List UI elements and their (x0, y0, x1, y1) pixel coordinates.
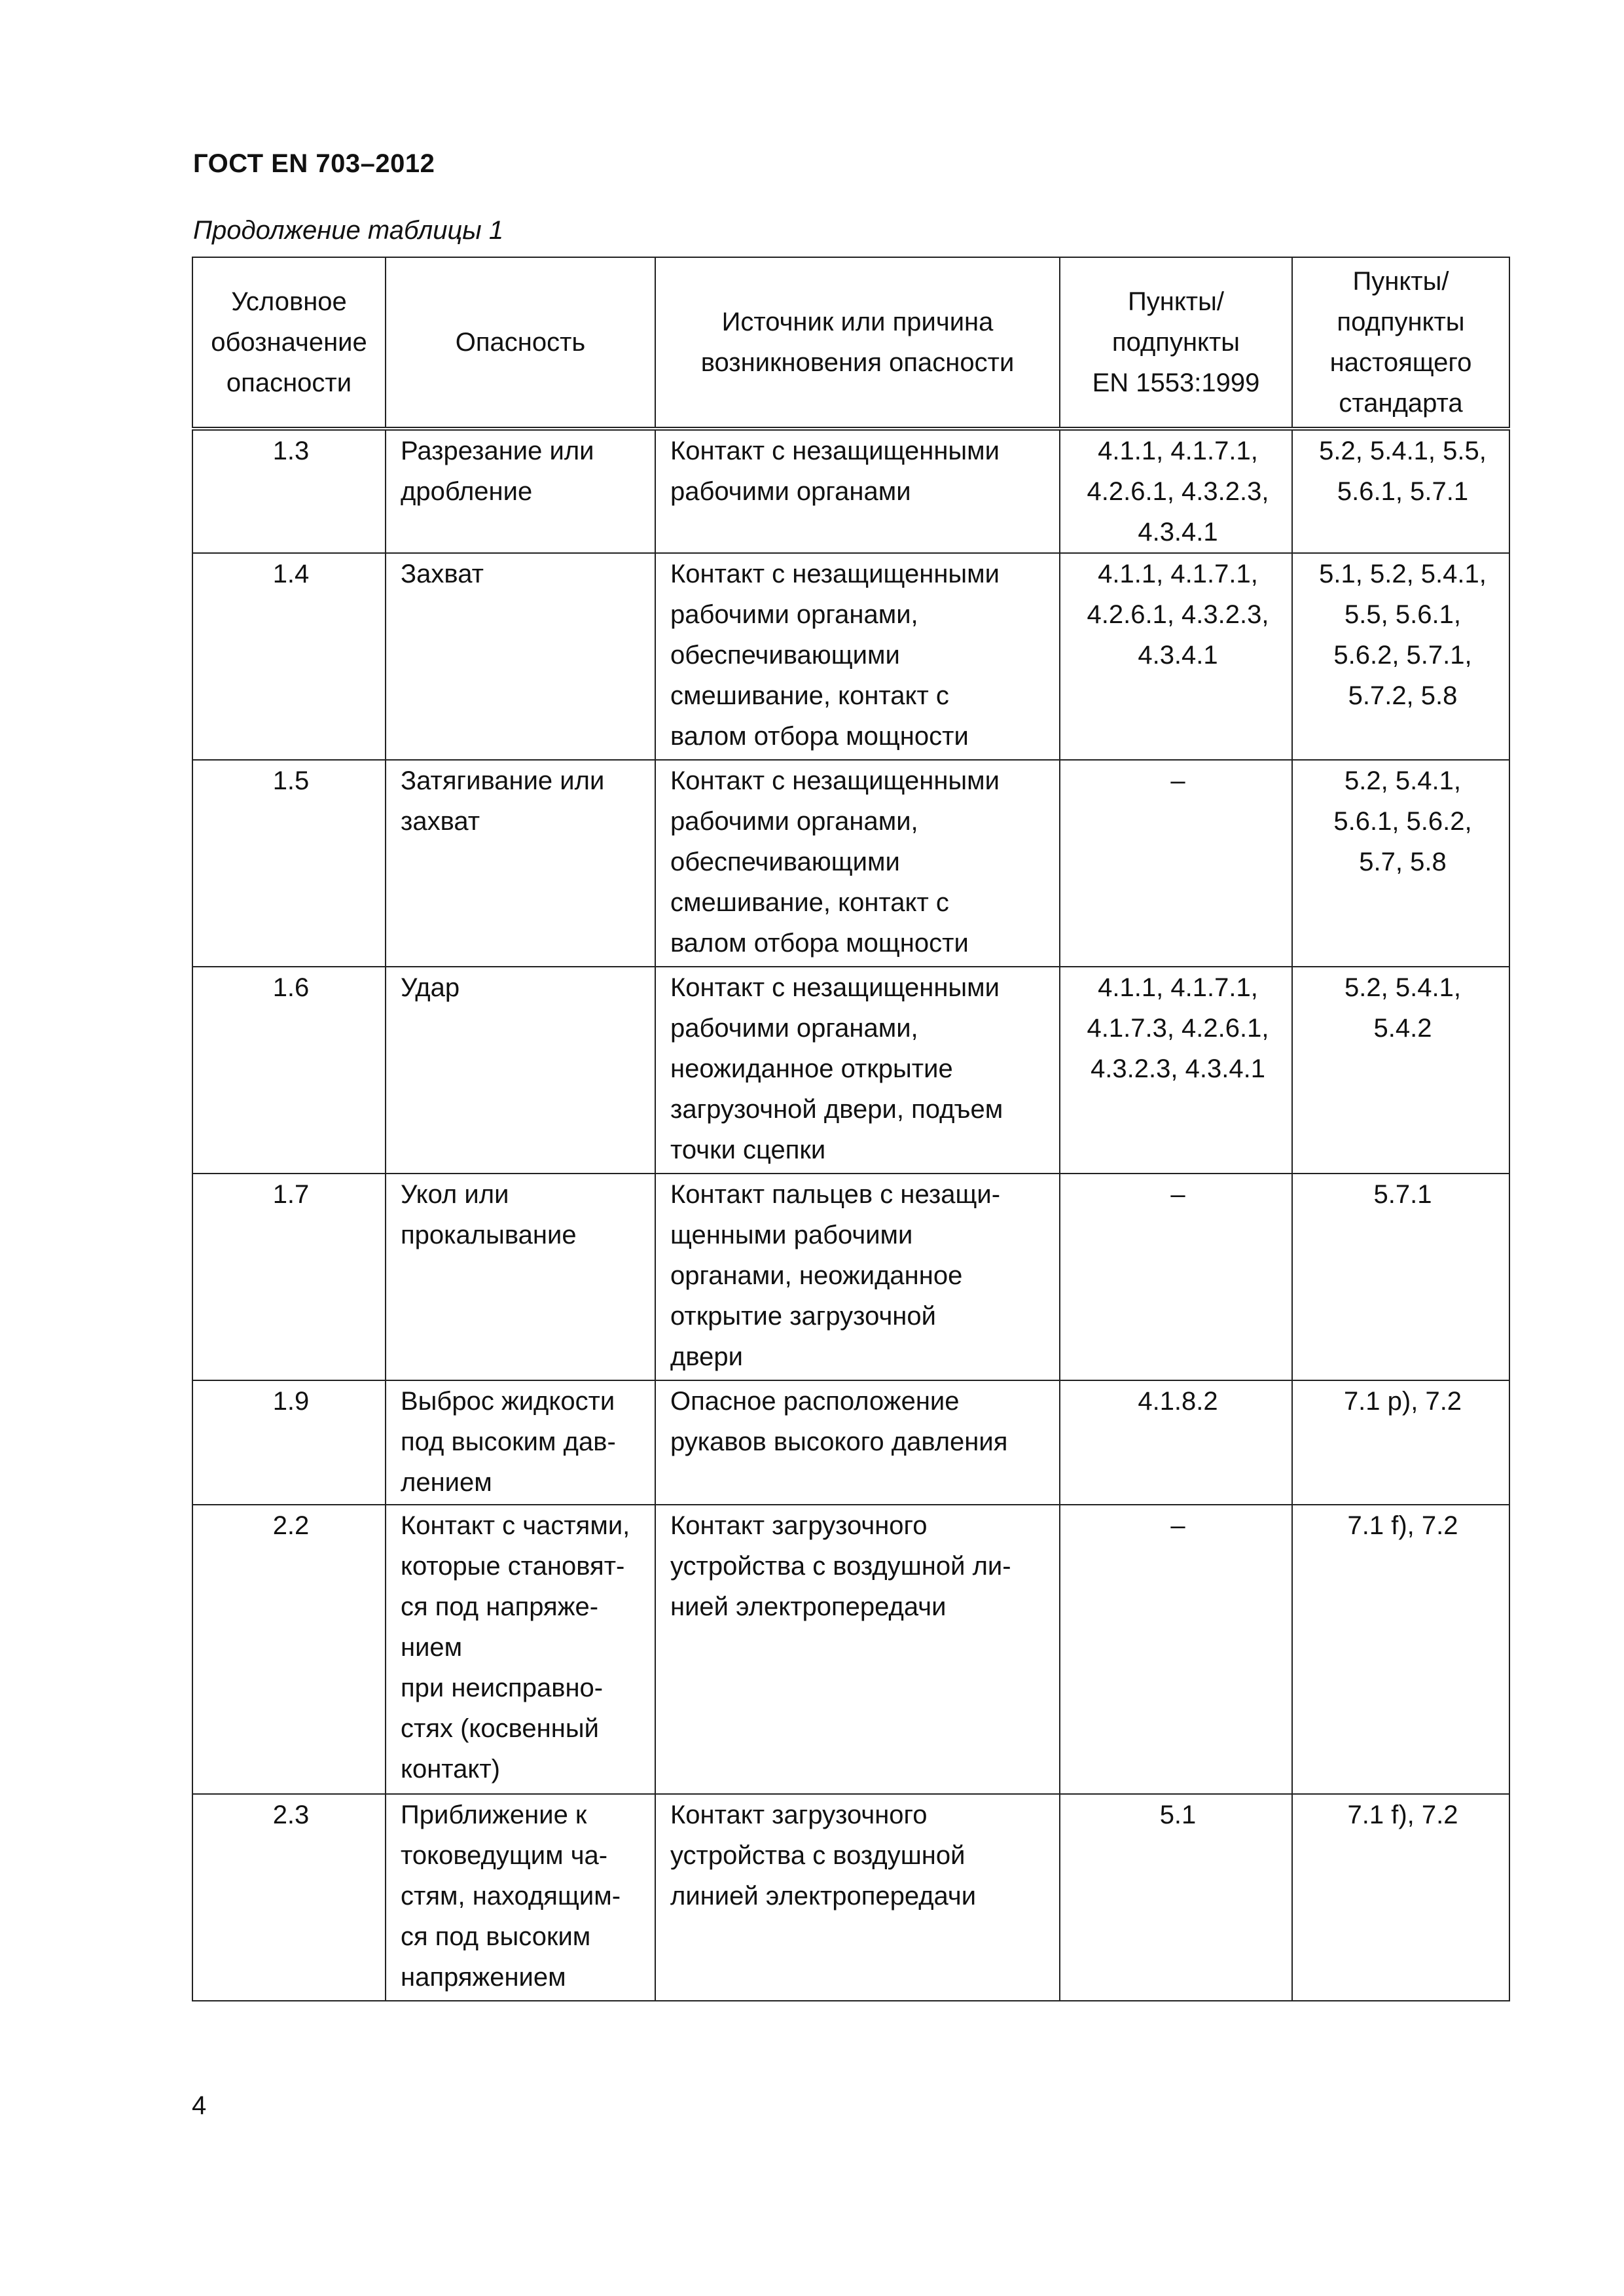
cell-line: настоящего (1329, 348, 1472, 377)
cell-line: линией электропередачи (670, 1882, 977, 1910)
table-caption: Продолжение таблицы 1 (193, 216, 504, 245)
cell-line: неожиданное открытие (670, 1054, 953, 1083)
cell-line: 5.2, 5.4.1, 5.5, (1319, 437, 1487, 465)
table-row (192, 1794, 1509, 2001)
source-cell (655, 1380, 1060, 1505)
cell-line: рабочими органами, (670, 807, 918, 836)
hazard-cell (386, 553, 655, 760)
header-en-clauses (1060, 257, 1292, 429)
en-clauses-cell (1060, 1794, 1292, 2001)
page-number: 4 (192, 2091, 207, 2120)
en-clauses-cell (1060, 553, 1292, 760)
cell-line: 5.7, 5.8 (1359, 848, 1447, 876)
hazard-cell (386, 967, 655, 1174)
cell-line: рабочими органами, (670, 1014, 918, 1043)
hazard-code-cell: 1.3 (192, 429, 386, 553)
cell-line: Затягивание или (401, 766, 605, 795)
table-row (192, 967, 1509, 1174)
cell-line: двери (670, 1342, 743, 1371)
en-clauses-cell (1060, 1174, 1292, 1380)
std-clauses-cell (1292, 1174, 1509, 1380)
cell-line: Удар (401, 973, 460, 1002)
cell-line: 4.3.4.1 (1138, 518, 1218, 547)
cell-line: Источник или причина (721, 308, 994, 336)
en-clauses-cell (1060, 967, 1292, 1174)
cell-line: стандарта (1339, 389, 1463, 418)
cell-line: обозначение (211, 328, 367, 357)
document-header: ГОСТ EN 703–2012 (193, 149, 435, 178)
cell-line: Контакт с незащищенными (670, 766, 1000, 795)
cell-line: 4.1.8.2 (1138, 1387, 1218, 1416)
cell-line: 5.6.1, 5.6.2, (1333, 807, 1472, 836)
cell-line: точки сцепки (670, 1136, 826, 1164)
cell-line: 4.1.1, 4.1.7.1, (1098, 560, 1258, 588)
table-row (192, 1505, 1509, 1794)
table-row (192, 429, 1509, 553)
cell-line: Пункты/ (1128, 287, 1224, 316)
cell-line: 4.1.7.3, 4.2.6.1, (1087, 1014, 1269, 1043)
table-row (192, 1380, 1509, 1505)
cell-line: щенными рабочими (670, 1221, 913, 1249)
cell-line: Выброс жидкости (401, 1387, 615, 1416)
cell-line: рабочими органами, (670, 600, 918, 629)
cell-line: Приближение к (401, 1801, 587, 1829)
cell-line: Контакт пальцев с незащи- (670, 1180, 1001, 1209)
cell-line: Опасность (455, 328, 586, 357)
hazard-code-cell: 1.7 (192, 1174, 386, 1380)
hazard-code-cell: 1.6 (192, 967, 386, 1174)
cell-line: Захват (401, 560, 484, 588)
cell-line: опасности (226, 368, 352, 397)
en-clauses-cell (1060, 429, 1292, 553)
cell-line: органами, неожиданное (670, 1261, 963, 1290)
table-header-row (192, 257, 1509, 429)
hazard-code-cell: 1.4 (192, 553, 386, 760)
cell-line: Контакт с частями, (401, 1511, 630, 1540)
source-cell (655, 967, 1060, 1174)
cell-line: смешивание, контакт с (670, 681, 949, 710)
table-body (192, 429, 1509, 2001)
cell-line: ся под напряже- (401, 1592, 599, 1621)
cell-line: загрузочной двери, подъем (670, 1095, 1003, 1124)
cell-line: лением (401, 1468, 492, 1497)
cell-line: 4.2.6.1, 4.3.2.3, (1087, 600, 1269, 629)
cell-line: возникновения опасности (700, 348, 1015, 377)
cell-line: нием (401, 1633, 463, 1662)
cell-line: 5.2, 5.4.1, (1344, 973, 1461, 1002)
cell-line: 4.3.4.1 (1138, 641, 1218, 670)
hazard-code-cell: 1.9 (192, 1380, 386, 1505)
cell-line: валом отбора мощности (670, 722, 969, 751)
cell-line: открытие загрузочной (670, 1302, 936, 1331)
cell-line: подпункты (1111, 328, 1240, 357)
source-cell (655, 760, 1060, 967)
hazard-cell (386, 1380, 655, 1505)
cell-line: Укол или (401, 1180, 509, 1209)
hazard-code-cell: 2.3 (192, 1794, 386, 2001)
cell-line: устройства с воздушной (670, 1841, 965, 1870)
cell-line: стям, находящим- (401, 1882, 621, 1910)
cell-line: Условное (231, 287, 347, 316)
cell-line: прокалывание (401, 1221, 577, 1249)
cell-line: 7.1 f), 7.2 (1347, 1801, 1458, 1829)
cell-line: 5.1 (1159, 1801, 1197, 1829)
cell-line: напряжением (401, 1963, 566, 1992)
cell-line: захват (401, 807, 480, 836)
std-clauses-cell (1292, 1505, 1509, 1794)
cell-line: при неисправно- (401, 1674, 604, 1702)
cell-line: 4.1.1, 4.1.7.1, (1098, 973, 1258, 1002)
cell-line: рабочими органами (670, 477, 911, 506)
cell-line: 7.1 р), 7.2 (1343, 1387, 1462, 1416)
std-clauses-cell (1292, 553, 1509, 760)
cell-line: – (1170, 1511, 1185, 1540)
hazard-cell (386, 429, 655, 553)
cell-line: Пункты/ (1352, 267, 1449, 296)
hazard-cell (386, 760, 655, 967)
cell-line: 5.1, 5.2, 5.4.1, (1319, 560, 1487, 588)
cell-line: рукавов высокого давления (670, 1427, 1008, 1456)
cell-line: 5.2, 5.4.1, (1344, 766, 1461, 795)
header-std-clauses (1292, 257, 1509, 429)
source-cell (655, 553, 1060, 760)
cell-line: Контакт с незащищенными (670, 973, 1000, 1002)
cell-line: Контакт с незащищенными (670, 560, 1000, 588)
hazard-code-cell: 1.5 (192, 760, 386, 967)
header-hazard-code (192, 257, 386, 429)
cell-line: Опасное расположение (670, 1387, 960, 1416)
en-clauses-cell (1060, 1380, 1292, 1505)
en-clauses-cell (1060, 760, 1292, 967)
cell-line: контакт) (401, 1755, 500, 1784)
cell-line: 4.2.6.1, 4.3.2.3, (1087, 477, 1269, 506)
std-clauses-cell (1292, 429, 1509, 553)
header-source (655, 257, 1060, 429)
hazard-cell (386, 1794, 655, 2001)
std-clauses-cell (1292, 760, 1509, 967)
cell-line: Контакт с незащищенными (670, 437, 1000, 465)
cell-line: стях (косвенный (401, 1714, 599, 1743)
en-clauses-cell (1060, 1505, 1292, 1794)
cell-line: Разрезание или (401, 437, 594, 465)
cell-line: дробление (401, 477, 533, 506)
source-cell (655, 1505, 1060, 1794)
hazard-cell (386, 1174, 655, 1380)
cell-line: 5.5, 5.6.1, (1344, 600, 1461, 629)
cell-line: ся под высоким (401, 1922, 591, 1951)
cell-line: 5.7.2, 5.8 (1348, 681, 1458, 710)
cell-line: под высоким дав- (401, 1427, 616, 1456)
source-cell (655, 1174, 1060, 1380)
cell-line: – (1170, 766, 1185, 795)
source-cell (655, 1794, 1060, 2001)
cell-line: которые становят- (401, 1552, 625, 1581)
cell-line: подпункты (1337, 308, 1465, 336)
cell-line: 4.3.2.3, 4.3.4.1 (1091, 1054, 1265, 1083)
cell-line: 7.1 f), 7.2 (1347, 1511, 1458, 1540)
cell-line: – (1170, 1180, 1185, 1209)
header-hazard (386, 257, 655, 429)
cell-line: 5.6.2, 5.7.1, (1333, 641, 1472, 670)
cell-line: Контакт загрузочного (670, 1511, 928, 1540)
cell-line: нией электропередачи (670, 1592, 947, 1621)
cell-line: 5.7.1 (1373, 1180, 1432, 1209)
std-clauses-cell (1292, 1794, 1509, 2001)
cell-line: токоведущим ча- (401, 1841, 608, 1870)
cell-line: смешивание, контакт с (670, 888, 949, 917)
table-row (192, 553, 1509, 760)
std-clauses-cell (1292, 1380, 1509, 1505)
table-row (192, 1174, 1509, 1380)
hazard-code-cell: 2.2 (192, 1505, 386, 1794)
cell-line: обеспечивающими (670, 848, 900, 876)
cell-line: 5.4.2 (1373, 1014, 1432, 1043)
hazard-cell (386, 1505, 655, 1794)
cell-line: валом отбора мощности (670, 929, 969, 958)
table-row (192, 760, 1509, 967)
cell-line: EN 1553:1999 (1092, 368, 1260, 397)
cell-line: устройства с воздушной ли- (670, 1552, 1011, 1581)
source-cell (655, 429, 1060, 553)
hazards-table (192, 257, 1510, 2001)
cell-line: обеспечивающими (670, 641, 900, 670)
std-clauses-cell (1292, 967, 1509, 1174)
cell-line: 4.1.1, 4.1.7.1, (1098, 437, 1258, 465)
cell-line: Контакт загрузочного (670, 1801, 928, 1829)
cell-line: 5.6.1, 5.7.1 (1337, 477, 1469, 506)
